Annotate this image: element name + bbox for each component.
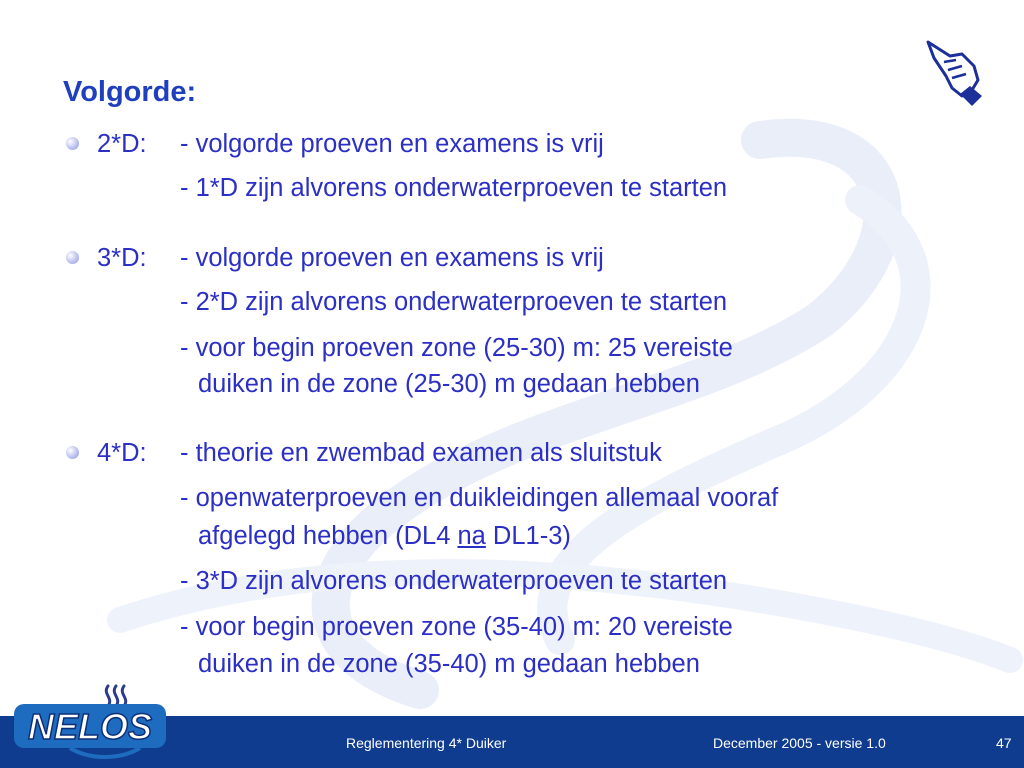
- section-line: - voor begin proeven zone (25-30) m: 25 vereiste: [180, 334, 733, 362]
- underlined-word: na: [457, 522, 486, 550]
- section-line: - openwaterproeven en duikleidingen allemaal vooraf: [180, 484, 779, 512]
- sphere-bullet-icon: [66, 251, 79, 264]
- section-line: - voor begin proeven zone (35-40) m: 20 vereiste: [180, 613, 733, 641]
- footer-date: December 2005 - versie 1.0: [713, 735, 886, 751]
- sphere-bullet-icon: [66, 446, 79, 459]
- section-label-3d: 3*D:: [97, 244, 147, 272]
- section-line: - volgorde proeven en examens is vrij: [180, 130, 604, 158]
- nelos-logo: [10, 682, 170, 762]
- page-number: 47: [996, 735, 1012, 751]
- section-label-2d: 2*D:: [97, 130, 147, 158]
- section-line: - 3*D zijn alvorens onderwaterproeven te starten: [180, 567, 728, 595]
- footer-title: Reglementering 4* Duiker: [346, 735, 507, 751]
- section-line: - 1*D zijn alvorens onderwaterproeven te starten: [180, 174, 728, 202]
- pointing-hand-icon: [922, 36, 984, 108]
- section-line-continuation: duiken in de zone (25-30) m gedaan hebben: [198, 370, 700, 398]
- section-line: - theorie en zwembad examen als sluitstuk: [180, 439, 662, 467]
- text-segment: afgelegd hebben (DL4: [198, 522, 458, 550]
- text-segment: DL1-3): [485, 522, 571, 550]
- sphere-bullet-icon: [66, 137, 79, 150]
- section-label-4d: 4*D:: [97, 439, 147, 467]
- section-line: - 2*D zijn alvorens onderwaterproeven te starten: [180, 288, 728, 316]
- section-line: - volgorde proeven en examens is vrij: [180, 244, 604, 272]
- section-line-continuation: [198, 520, 571, 552]
- logo-text: NELOS: [27, 706, 153, 747]
- section-line-continuation: duiken in de zone (35-40) m gedaan hebben: [198, 650, 700, 678]
- slide-title: Volgorde:: [63, 76, 197, 108]
